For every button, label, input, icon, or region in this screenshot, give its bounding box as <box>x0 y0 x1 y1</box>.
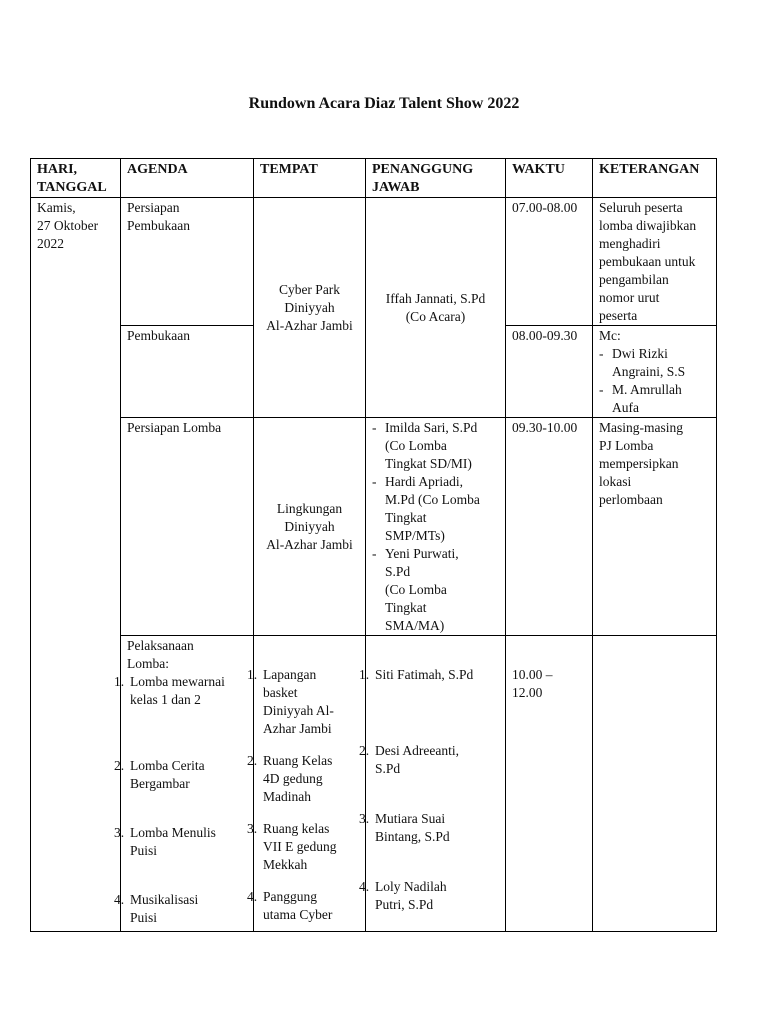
list-item: 4. Musikalisasi Puisi <box>114 892 199 925</box>
table-row <box>31 418 717 636</box>
agenda-cell: Pembukaan <box>121 326 254 418</box>
list-item: 3. Ruang kelas VII E gedung Mekkah <box>247 821 337 872</box>
penanggung-jawab-cell <box>366 418 506 636</box>
header-waktu: WAKTU <box>506 159 593 198</box>
table-row <box>31 198 717 326</box>
keterangan-cell: Mc: - Dwi Rizki Angraini, S.S - M. Amrullah Aufa <box>593 326 717 418</box>
keterangan-cell: Masing-masing PJ Lomba mempersipkan lokasi perlombaan <box>593 418 717 636</box>
list-item: - Imilda Sari, S.Pd (Co Lomba Tingkat SD/MI) <box>372 420 478 471</box>
waktu-cell: 09.30-10.00 <box>506 418 593 636</box>
header-keterangan: KETERANGAN <box>593 159 717 198</box>
keterangan-cell: Seluruh peserta lomba diwajibkan menghadiri pembukaan untuk pengambilan nomor urut peserta <box>593 198 717 326</box>
header-tempat: TEMPAT <box>254 159 366 198</box>
agenda-cell: Pelaksanaan Lomba: 1. Lomba mewarnai kelas 1 dan 2 2. Lomba Cerita Bergambar 3. Lomba Menulis Puisi 4. Musikalisasi Puisi <box>121 636 254 932</box>
tempat-cell: Cyber Park Diniyyah Al-Azhar Jambi <box>254 198 366 418</box>
list-item: 2. Desi Adreeanti, S.Pd <box>359 743 459 776</box>
list-item: 3. Lomba Menulis Puisi <box>114 825 216 858</box>
penanggung-jawab-cell: Iffah Jannati, S.Pd (Co Acara) <box>366 198 506 418</box>
list-item: 4. Panggung utama Cyber <box>247 889 333 922</box>
table-row <box>31 636 717 932</box>
tempat-cell: Lingkungan Diniyyah Al-Azhar Jambi <box>254 418 366 636</box>
list-item: - M. Amrullah Aufa <box>599 382 682 415</box>
list-item: 3. Mutiara Suai Bintang, S.Pd <box>359 811 450 844</box>
penanggung-jawab-cell <box>359 636 506 932</box>
list-item: 2. Ruang Kelas 4D gedung Madinah <box>247 753 333 804</box>
header-row <box>31 159 717 198</box>
waktu-cell: 08.00-09.30 <box>506 326 593 418</box>
header-hari-tanggal: HARI, TANGGAL <box>31 159 121 198</box>
list-item: - Dwi Rizki Angraini, S.S <box>599 346 686 379</box>
document-title: Rundown Acara Diaz Talent Show 2022 <box>248 95 520 112</box>
list-item: 1. Lomba mewarnai kelas 1 dan 2 <box>114 674 225 707</box>
hari-tanggal-cell: Kamis, 27 Oktober 2022 <box>31 198 121 932</box>
rundown-table <box>30 158 717 932</box>
agenda-cell: Persiapan Pembukaan <box>121 198 254 326</box>
header-agenda: AGENDA <box>121 159 254 198</box>
header-penanggung-jawab: PENANGGUNG JAWAB <box>366 159 506 198</box>
agenda-cell: Persiapan Lomba <box>121 418 254 636</box>
waktu-cell: 10.00 – 12.00 <box>506 636 593 932</box>
waktu-cell: 07.00-08.00 <box>506 198 593 326</box>
list-item: 1. Lapangan basket Diniyyah Al- Azhar Jambi <box>247 667 334 736</box>
list-item: 4. Loly Nadilah Putri, S.Pd <box>359 879 447 912</box>
list-item: - Hardi Apriadi, M.Pd (Co Lomba Tingkat SMP/MTs) <box>372 474 480 543</box>
keterangan-cell <box>593 636 717 932</box>
tempat-cell <box>247 636 366 932</box>
list-item: 2. Lomba Cerita Bergambar <box>114 758 205 791</box>
list-item: 1. Siti Fatimah, S.Pd <box>359 667 474 682</box>
list-item: - Yeni Purwati, S.Pd (Co Lomba Tingkat SMA/MA) <box>372 546 459 633</box>
